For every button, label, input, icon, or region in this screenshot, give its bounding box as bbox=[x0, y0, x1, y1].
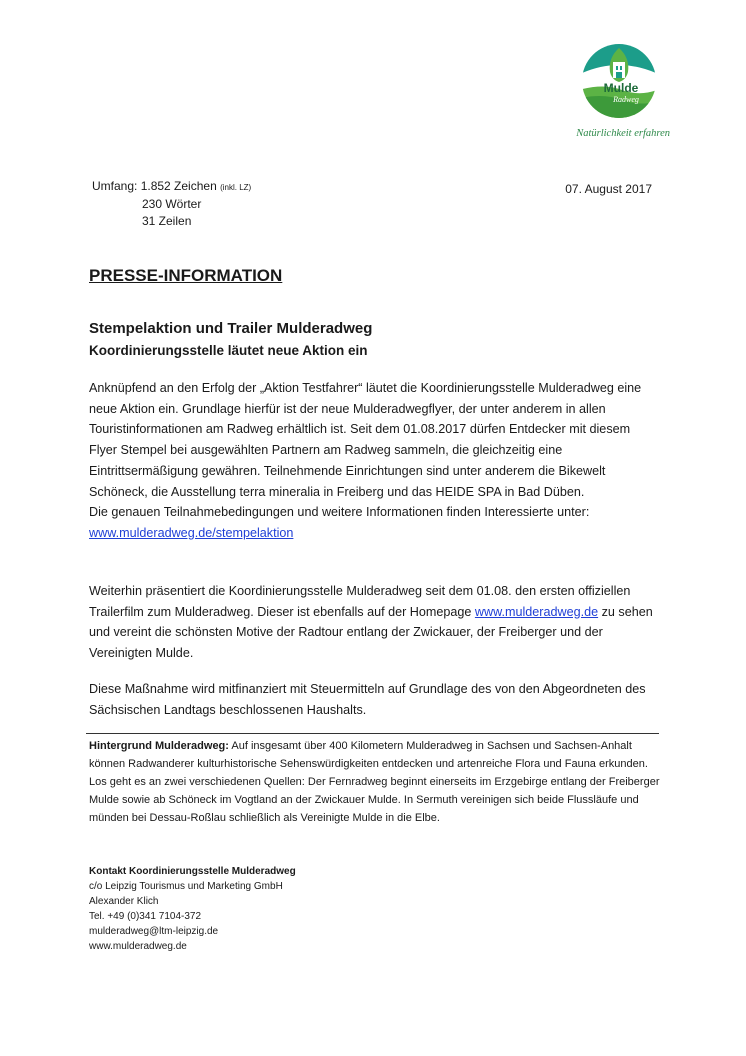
mulde-radweg-logo bbox=[572, 42, 666, 120]
tagline: Natürlichkeit erfahren bbox=[576, 128, 670, 139]
logo-subname: Radweg bbox=[613, 95, 639, 104]
meta-words: 230 Wörter bbox=[142, 197, 202, 211]
headline: Stempelaktion und Trailer Mulderadweg bbox=[89, 320, 373, 337]
paragraph-text-continued: zu sehen und vereint die schönsten Motive der Radtour entlang der Zwickauer, der Freiberger und der Vereinigten Mulde. bbox=[89, 604, 653, 661]
background-label: Hintergrund Mulderadweg: bbox=[89, 740, 229, 752]
contact-phone: Tel. +49 (0)341 7104-372 bbox=[89, 911, 202, 922]
paragraph-text: Anknüpfend an den Erfolg der „Aktion Testfahrer“ läutet die Koordinierungsstelle Mulderadweg eine neue Aktion ein. Grundlage hierfür ist der neue Mulderadwegflyer, der unter anderem in allen Touristinformationen am Radweg erhältlich ist. Seit dem 01.08.2017 dürfen Entdecker mit diesem Flyer Stempel bei ausgewählten Partnern am Radweg sammeln, die gleichzeitig eine Eintrittsermäßigung gewähren. Teilnehmende Einrichtungen sind unter anderem die Bikewelt Schöneck, die Ausstellung terra mineralia in Freiberg und das HEIDE SPA in Bad Düben. bbox=[89, 381, 642, 499]
section-divider bbox=[86, 733, 659, 734]
background-text: Auf insgesamt über 400 Kilometern Mulderadweg in Sachsen und Sachsen-Anhalt können Radwanderer kulturhistorische Sehenswürdigkeiten entdecken und artenreiche Flora und Fauna erkunden. Los geht es an zwei verschiedenen Quellen: Der Fernradweg beginnt einerseits im Erzgebirge entlang der Freiberger Mulde sowie ab Schöneck im Vogtland an der Zwickauer Mulde. In Sermuth vereinigen sich beide Flussläufe und münden bei Dessau-Roßlau schließlich als Vereinigte Mulde in die Elbe. bbox=[89, 740, 660, 824]
paragraph-text: Weiterhin präsentiert die Koordinierungsstelle Mulderadweg seit dem 01.08. den ersten offiziellen Trailerfilm zum Mulderadweg. Dieser ist ebenfalls auf der Homepage bbox=[89, 584, 631, 619]
release-date: 07. August 2017 bbox=[565, 182, 652, 196]
meta-chars: 1.852 Zeichen bbox=[140, 179, 217, 193]
meta-lines: 31 Zeilen bbox=[142, 214, 192, 228]
stempelaktion-link[interactable]: www.mulderadweg.de/stempelaktion bbox=[89, 525, 294, 540]
paragraph-stempelaktion bbox=[89, 378, 661, 544]
homepage-link[interactable]: www.mulderadweg.de bbox=[474, 604, 599, 619]
meta-chars-note: (inkl. LZ) bbox=[220, 183, 252, 192]
logo-name: Mulde bbox=[603, 81, 639, 95]
background-info bbox=[89, 737, 661, 827]
contact-person: Alexander Klich bbox=[89, 896, 159, 907]
contact-email: mulderadweg@ltm-leipzig.de bbox=[89, 926, 219, 937]
meta-chars-line bbox=[92, 178, 251, 196]
press-title: PRESSE-INFORMATION bbox=[89, 266, 283, 285]
word-count-block bbox=[92, 178, 251, 230]
meta-label: Umfang: bbox=[92, 179, 141, 193]
paragraph-financing: Diese Maßnahme wird mitfinanziert mit Steuermitteln auf Grundlage des von den Abgeordneten des Sächsischen Landtags beschlossenen Haushalts. bbox=[89, 682, 646, 717]
contact-org: c/o Leipzig Tourismus und Marketing GmbH bbox=[89, 881, 283, 892]
contact-web: www.mulderadweg.de bbox=[89, 941, 187, 952]
paragraph-trailer bbox=[89, 581, 661, 664]
contact-title: Kontakt Koordinierungsstelle Mulderadweg bbox=[89, 866, 296, 877]
subheadline: Koordinierungsstelle läutet neue Aktion ein bbox=[89, 343, 368, 358]
paragraph-info: Die genauen Teilnahmebedingungen und weitere Informationen finden Interessierte unter: bbox=[89, 505, 590, 520]
contact-block bbox=[89, 864, 296, 954]
